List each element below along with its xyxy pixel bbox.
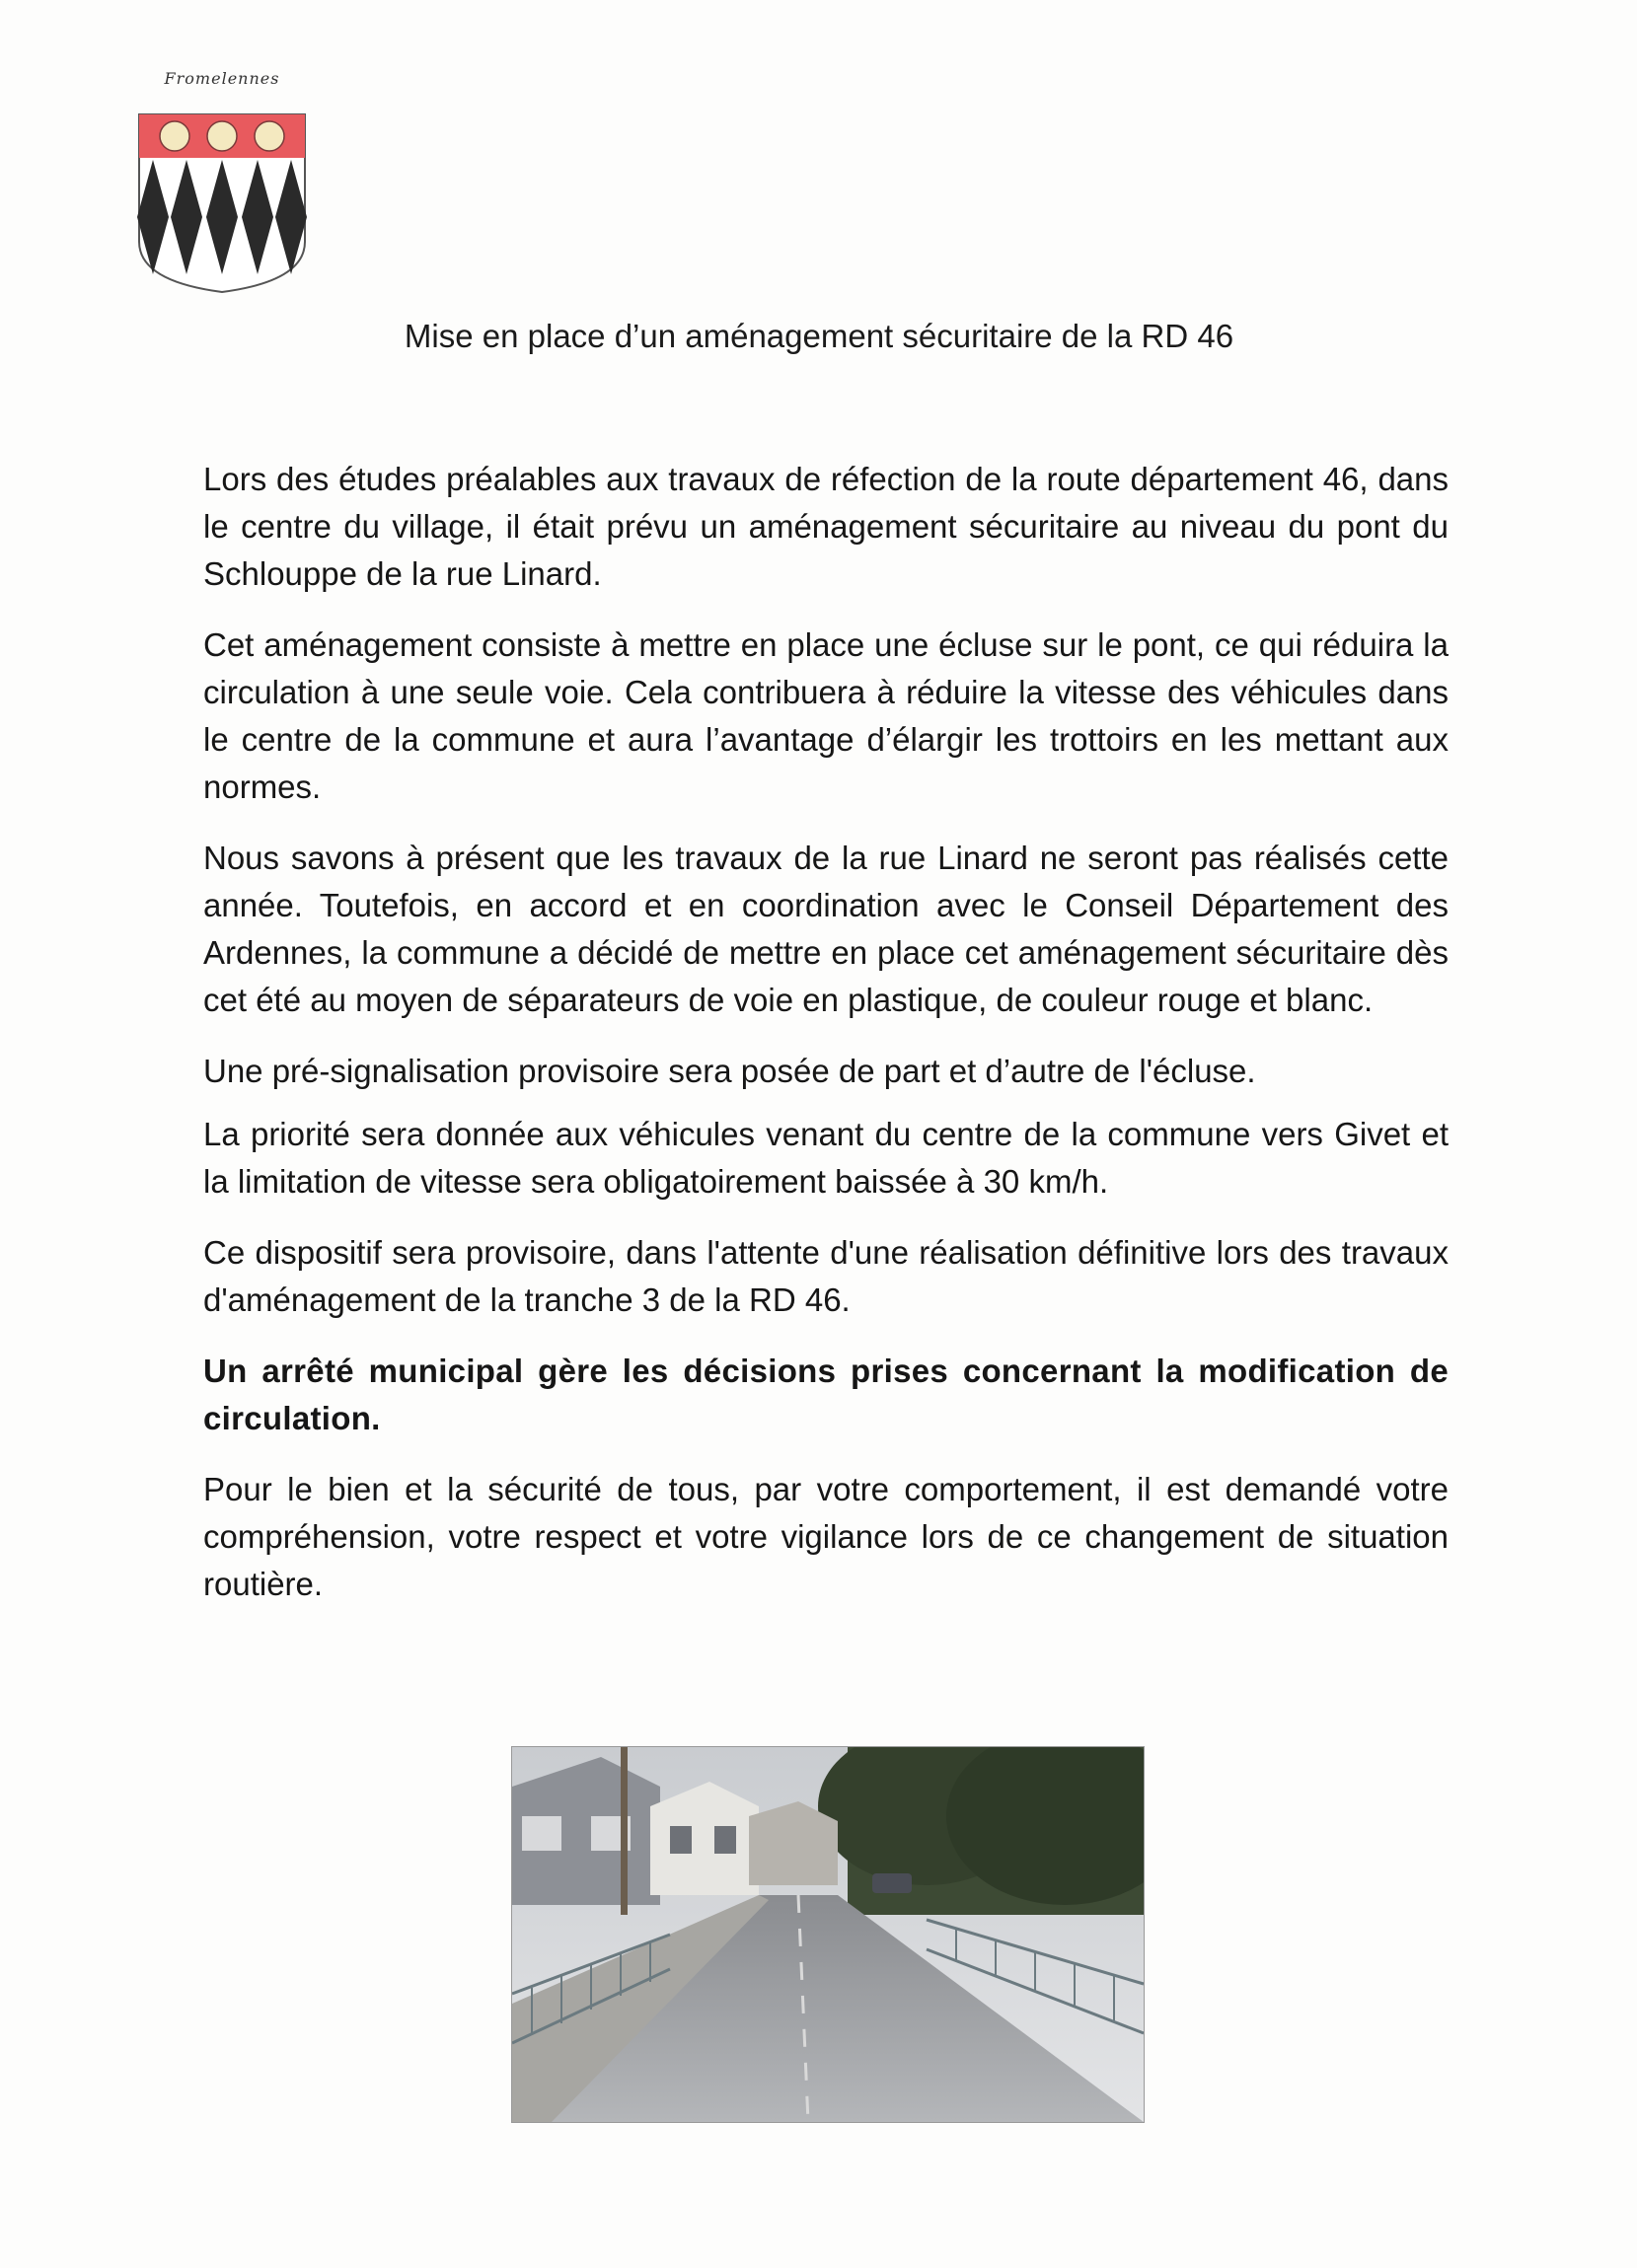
paragraph: Pour le bien et la sécurité de tous, par votre comportement, il est demandé votre compréhension, votre respect et votre vigilance lors de ce changement de situation routière. [203,1471,1449,1602]
street-photo-image [512,1747,1144,2122]
paragraph: La priorité sera donnée aux véhicules venant du centre de la commune vers Givet et la limitation de vitesse sera obligatoirement baissée à 30 km/h. [203,1116,1449,1200]
municipal-crest [128,69,316,306]
paragraph: Cet aménagement consiste à mettre en place une écluse sur le pont, ce qui réduira la circulation à une seule voie. Cela contribuera à réduire la vitesse des véhicules dans le centre de la commune et aura l’avantage d’élargir les trottoirs en les mettant aux normes. [203,626,1449,805]
paragraph-emphasis: Un arrêté municipal gère les décisions prises concernant la modification de circulation. [203,1353,1449,1436]
crest-name: Fromelennes [164,69,280,88]
document-body [203,456,1449,1632]
paragraph: Ce dispositif sera provisoire, dans l'attente d'une réalisation définitive lors des travaux d'aménagement de la tranche 3 de la RD 46. [203,1234,1449,1318]
street-photo [511,1746,1145,2123]
coat-of-arms-icon [133,109,311,296]
paragraph: Une pré-signalisation provisoire sera posée de part et d’autre de l'écluse. [203,1053,1256,1089]
paragraph: Lors des études préalables aux travaux de réfection de la route département 46, dans le centre du village, il était prévu un aménagement sécuritaire au niveau du pont du Schlouppe de la rue Linard. [203,461,1449,592]
paragraph: Nous savons à présent que les travaux de la rue Linard ne seront pas réalisés cette année. Toutefois, en accord et en coordination avec le Conseil Département des Ardennes, la commune a décidé de mettre en place cet aménagement sécuritaire dès cet été au moyen de séparateurs de voie en plastique, de couleur rouge et blanc. [203,840,1449,1018]
document-title: Mise en place d’un aménagement sécuritaire de la RD 46 [404,318,1234,354]
